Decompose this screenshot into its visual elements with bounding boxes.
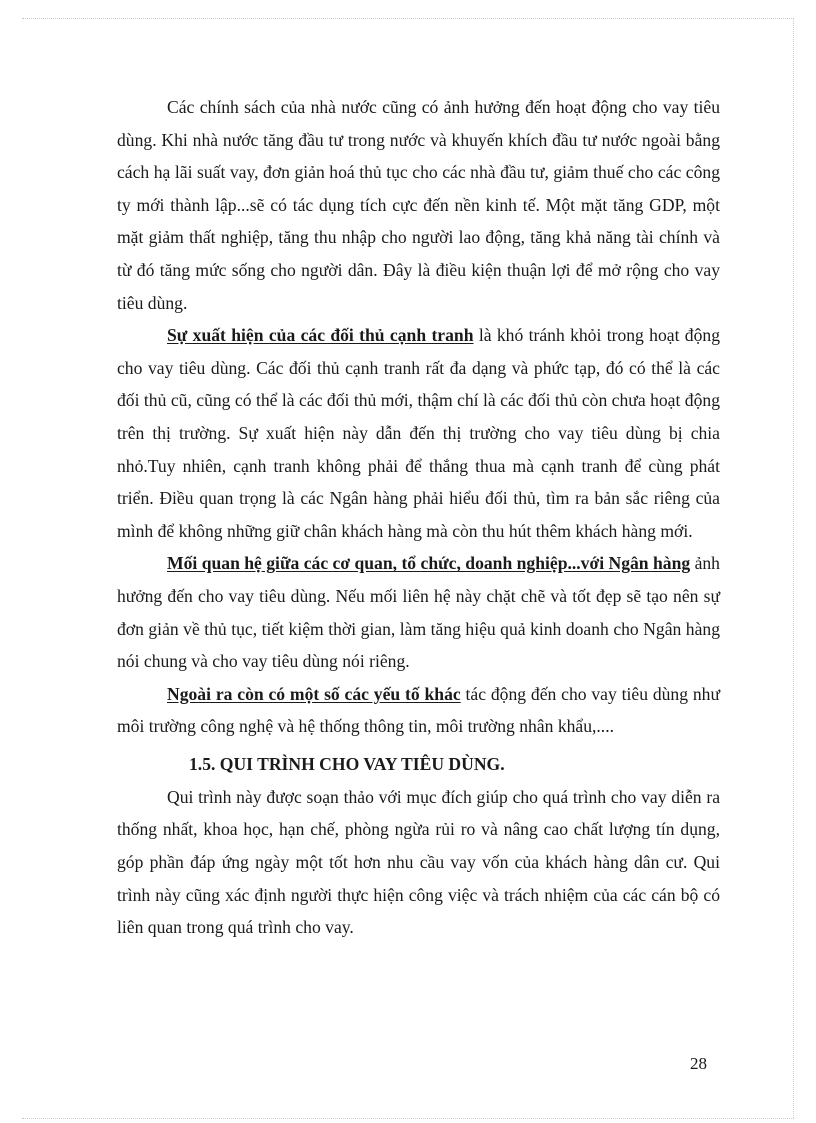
paragraph-text: Qui trình này được soạn thảo với mục đích giúp cho quá trình cho vay diễn ra thống nhất, khoa học, hạn chế, phòng ngừa rủi ro và nâng cao chất lượng tín dụng, góp phần đáp ứng ngày một tốt hơn nhu cầu vay vốn của khách hàng dân cư. Qui trình này cũng xác định người thực hiện công việc và trách nhiệm của các cán bộ có liên quan trong quá trình cho vay. bbox=[117, 786, 720, 938]
paragraph-text: ảnh hưởng đến cho vay tiêu dùng. Nếu mối liên hệ này chặt chẽ và tốt đẹp sẽ tạo nên sự đơn giản về thủ tục, tiết kiệm thời gian, làm tăng hiệu quả kinh doanh cho Ngân hàng nói chung và cho vay tiêu dùng nói riêng. bbox=[117, 553, 720, 672]
paragraph-other-factors bbox=[117, 678, 720, 743]
section-heading: 1.5. QUI TRÌNH CHO VAY TIÊU DÙNG. bbox=[189, 753, 505, 774]
paragraph-lead-emphasis: Sự xuất hiện của các đối thủ cạnh tranh bbox=[167, 325, 474, 346]
paragraph-relationships bbox=[117, 547, 720, 677]
paragraph-text: tác động đến cho vay tiêu dùng như môi trường công nghệ và hệ thống thông tin, môi trường nhân khẩu,.... bbox=[117, 683, 720, 737]
paragraph-process bbox=[117, 781, 720, 944]
document-body bbox=[117, 91, 720, 944]
paragraph-text: là khó tránh khỏi trong hoạt động cho vay tiêu dùng. Các đối thủ cạnh tranh rất đa dạng và phức tạp, đó có thể là các đối thủ cũ, cũng có thể là các đối thủ mới, thậm chí là các đối thủ còn chưa hoạt động trên thị trường. Sự xuất hiện này dẫn đến thị trường cho vay tiêu dùng bị chia nhỏ.Tuy nhiên, cạnh tranh không phải để thắng thua mà cạnh tranh để cùng phát triển. Điều quan trọng là các Ngân hàng phải hiểu đối thủ, tìm ra bản sắc riêng của mình để không những giữ chân khách hàng mà còn thu hút thêm khách hàng mới. bbox=[117, 325, 720, 541]
page-border-right bbox=[793, 18, 794, 1118]
page-number: 28 bbox=[690, 1054, 707, 1073]
paragraph-competitors bbox=[117, 319, 720, 547]
page-border-bottom bbox=[22, 1118, 794, 1119]
paragraph-text: Các chính sách của nhà nước cũng có ảnh hưởng đến hoạt động cho vay tiêu dùng. Khi nhà nước tăng đầu tư trong nước và khuyến khích đầu tư nước ngoài bằng cách hạ lãi suất vay, đơn giản hoá thủ tục cho các nhà đầu tư, giảm thuế cho các công ty mới thành lập...sẽ có tác dụng tích cực đến nền kinh tế. Một mặt tăng GDP, một mặt giảm thất nghiệp, tăng thu nhập cho người lao động, tăng khả năng tài chính và từ đó tăng mức sống cho người dân. Đây là điều kiện thuận lợi để mở rộng cho vay tiêu dùng. bbox=[117, 97, 720, 313]
page-border-top bbox=[22, 18, 794, 19]
paragraph-state-policy bbox=[117, 91, 720, 319]
paragraph-lead-emphasis: Mối quan hệ giữa các cơ quan, tổ chức, doanh nghiệp...với Ngân hàng bbox=[167, 553, 691, 574]
paragraph-lead-emphasis: Ngoài ra còn có một số các yếu tố khác bbox=[167, 683, 461, 704]
